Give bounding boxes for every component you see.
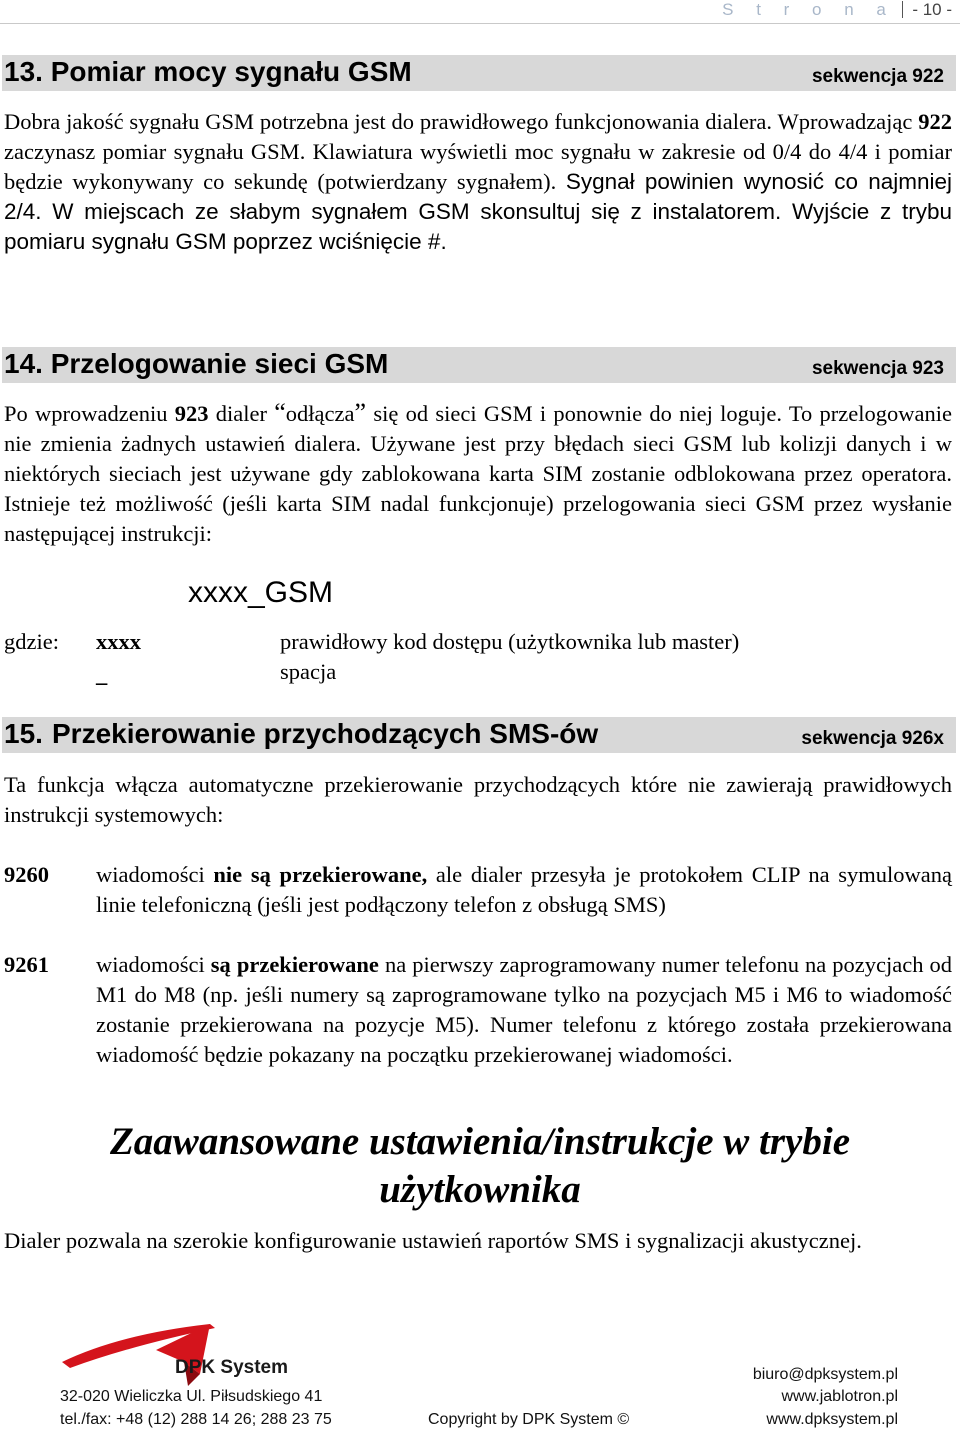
logo-text: DPK System [175, 1357, 288, 1378]
def-meaning-code: prawidłowy kod dostępu (użytkownika lub master) [280, 629, 740, 654]
where-label: gdzie: [4, 629, 59, 654]
code-9261: 9261 [4, 952, 49, 977]
section-13-sequence: sekwencja 922 [811, 66, 944, 87]
footer-copyright: Copyright by DPK System © [428, 1411, 630, 1428]
code-9260: 9260 [4, 862, 49, 887]
footer-web-dpk[interactable]: www.dpksystem.pl [766, 1411, 898, 1428]
section-13-title: 13. Pomiar mocy sygnału GSM [4, 56, 412, 87]
section-15-intro: Ta funkcja włącza automatyczne przekierowanie przychodzących które nie zawierają prawidłowych instrukcji systemowych: [4, 772, 952, 827]
header-separator [902, 1, 903, 18]
section-13-paragraph [4, 107, 952, 257]
def-term-space: _ [96, 662, 108, 687]
page-header-label: S t r o n a [722, 0, 895, 19]
s14-quote-close: ” [354, 398, 367, 427]
s13-text-3: Sygnał powinien wynosić co najmniej 2/4. W miejscach ze słabym sygnałem GSM skonsultuj się z instalatorem. Wyjście z trybu pomiaru sygnału GSM poprzez wciśnięcie #. [4, 169, 952, 254]
page-header [722, 0, 952, 20]
section-15-sequence: sekwencja 926x [801, 728, 944, 749]
s14-text-1: Po wprowadzeniu [4, 401, 168, 426]
code-9260-post: ale dialer przesyła je protokołem CLIP na symulowaną linie telefoniczną (jeśli jest podłączony telefon z obsługą SMS) [96, 862, 952, 917]
s14-text-3: się od sieci GSM i ponownie do niej loguje. To przelogowanie nie zmienia żadnych ustawień dialera. Używane jest przy błędach sieci GSM lub kolizji danych i w niektórych sieciach jest używane gdy zablokowana karta SIM zostanie odblokowana przez operatora. Istnieje też możliwość (jeśli karta SIM nadal funkcjonuje) przelogowania sieci GSM przez wysłanie następującej instrukcji: [4, 401, 952, 546]
code-9260-pre: wiadomości [96, 862, 205, 887]
page-number: - 10 - [912, 0, 952, 19]
gsm-command: xxxx_GSM [188, 576, 334, 609]
s14-quoted: odłącza [285, 401, 355, 426]
dpk-logo [60, 1322, 300, 1390]
advanced-paragraph: Dialer pozwala na szerokie konfigurowanie ustawień raportów SMS i sygnalizacji akustycznej. [4, 1228, 862, 1253]
code-9261-post: na pierwszy zaprogramowany numer telefonu na pozycjach od M1 do M8 (np. jeśli numery są zaprogramowane tylko na pozycjach M5 i M6 to wiadomość zostanie przekierowana na pozycje M5). Numer telefonu z którego została przekierowana wiadomość będzie pokazany na początku przekierowanej wiadomości. [96, 952, 953, 1067]
s14-text-2: dialer [215, 401, 267, 426]
s14-code: 923 [174, 401, 209, 426]
s13-text-2: zaczynasz pomiar sygnału GSM. Klawiatura wyświetli moc sygnału w zakresie od 0/4 do 4/4 i pomiar będzie wykonywany co sekundę (potwierdzany sygnałem). [4, 139, 952, 194]
s14-quote-open: “ [274, 398, 286, 427]
footer-email[interactable]: biuro@dpksystem.pl [752, 1366, 898, 1383]
code-9261-bold: są przekierowane [210, 952, 379, 977]
section-15-number: 15. [4, 718, 43, 749]
section-14-title: 14. Przelogowanie sieci GSM [4, 348, 389, 379]
advanced-heading [0, 1118, 960, 1214]
footer-web-jablotron[interactable]: www.jablotron.pl [781, 1388, 898, 1405]
code-9261-pre: wiadomości [96, 952, 205, 977]
s13-text-1: Dobra jakość sygnału GSM potrzebna jest do prawidłowego funkcjonowania dialera. Wprowadzając [4, 109, 913, 134]
advanced-heading-line1: Zaawansowane ustawienia/instrukcje w trybie [109, 1120, 851, 1163]
section-14-paragraph [4, 399, 952, 549]
code-9260-description [96, 860, 952, 920]
footer-address: 32-020 Wieliczka Ul. Piłsudskiego 41 [60, 1388, 323, 1405]
def-term-code: xxxx [96, 629, 141, 654]
section-14-sequence: sekwencja 923 [811, 358, 944, 379]
code-9261-description [96, 950, 952, 1070]
section-15-title: Przekierowanie przychodzących SMS-ów [52, 718, 599, 749]
header-rule [0, 23, 960, 24]
def-meaning-space: spacja [280, 659, 337, 684]
code-9260-bold: nie są przekierowane, [213, 862, 428, 887]
footer-phone: tel./fax: +48 (12) 288 14 26; 288 23 75 [60, 1411, 332, 1428]
s13-code: 922 [918, 109, 952, 134]
advanced-heading-line2: użytkownika [379, 1168, 581, 1211]
